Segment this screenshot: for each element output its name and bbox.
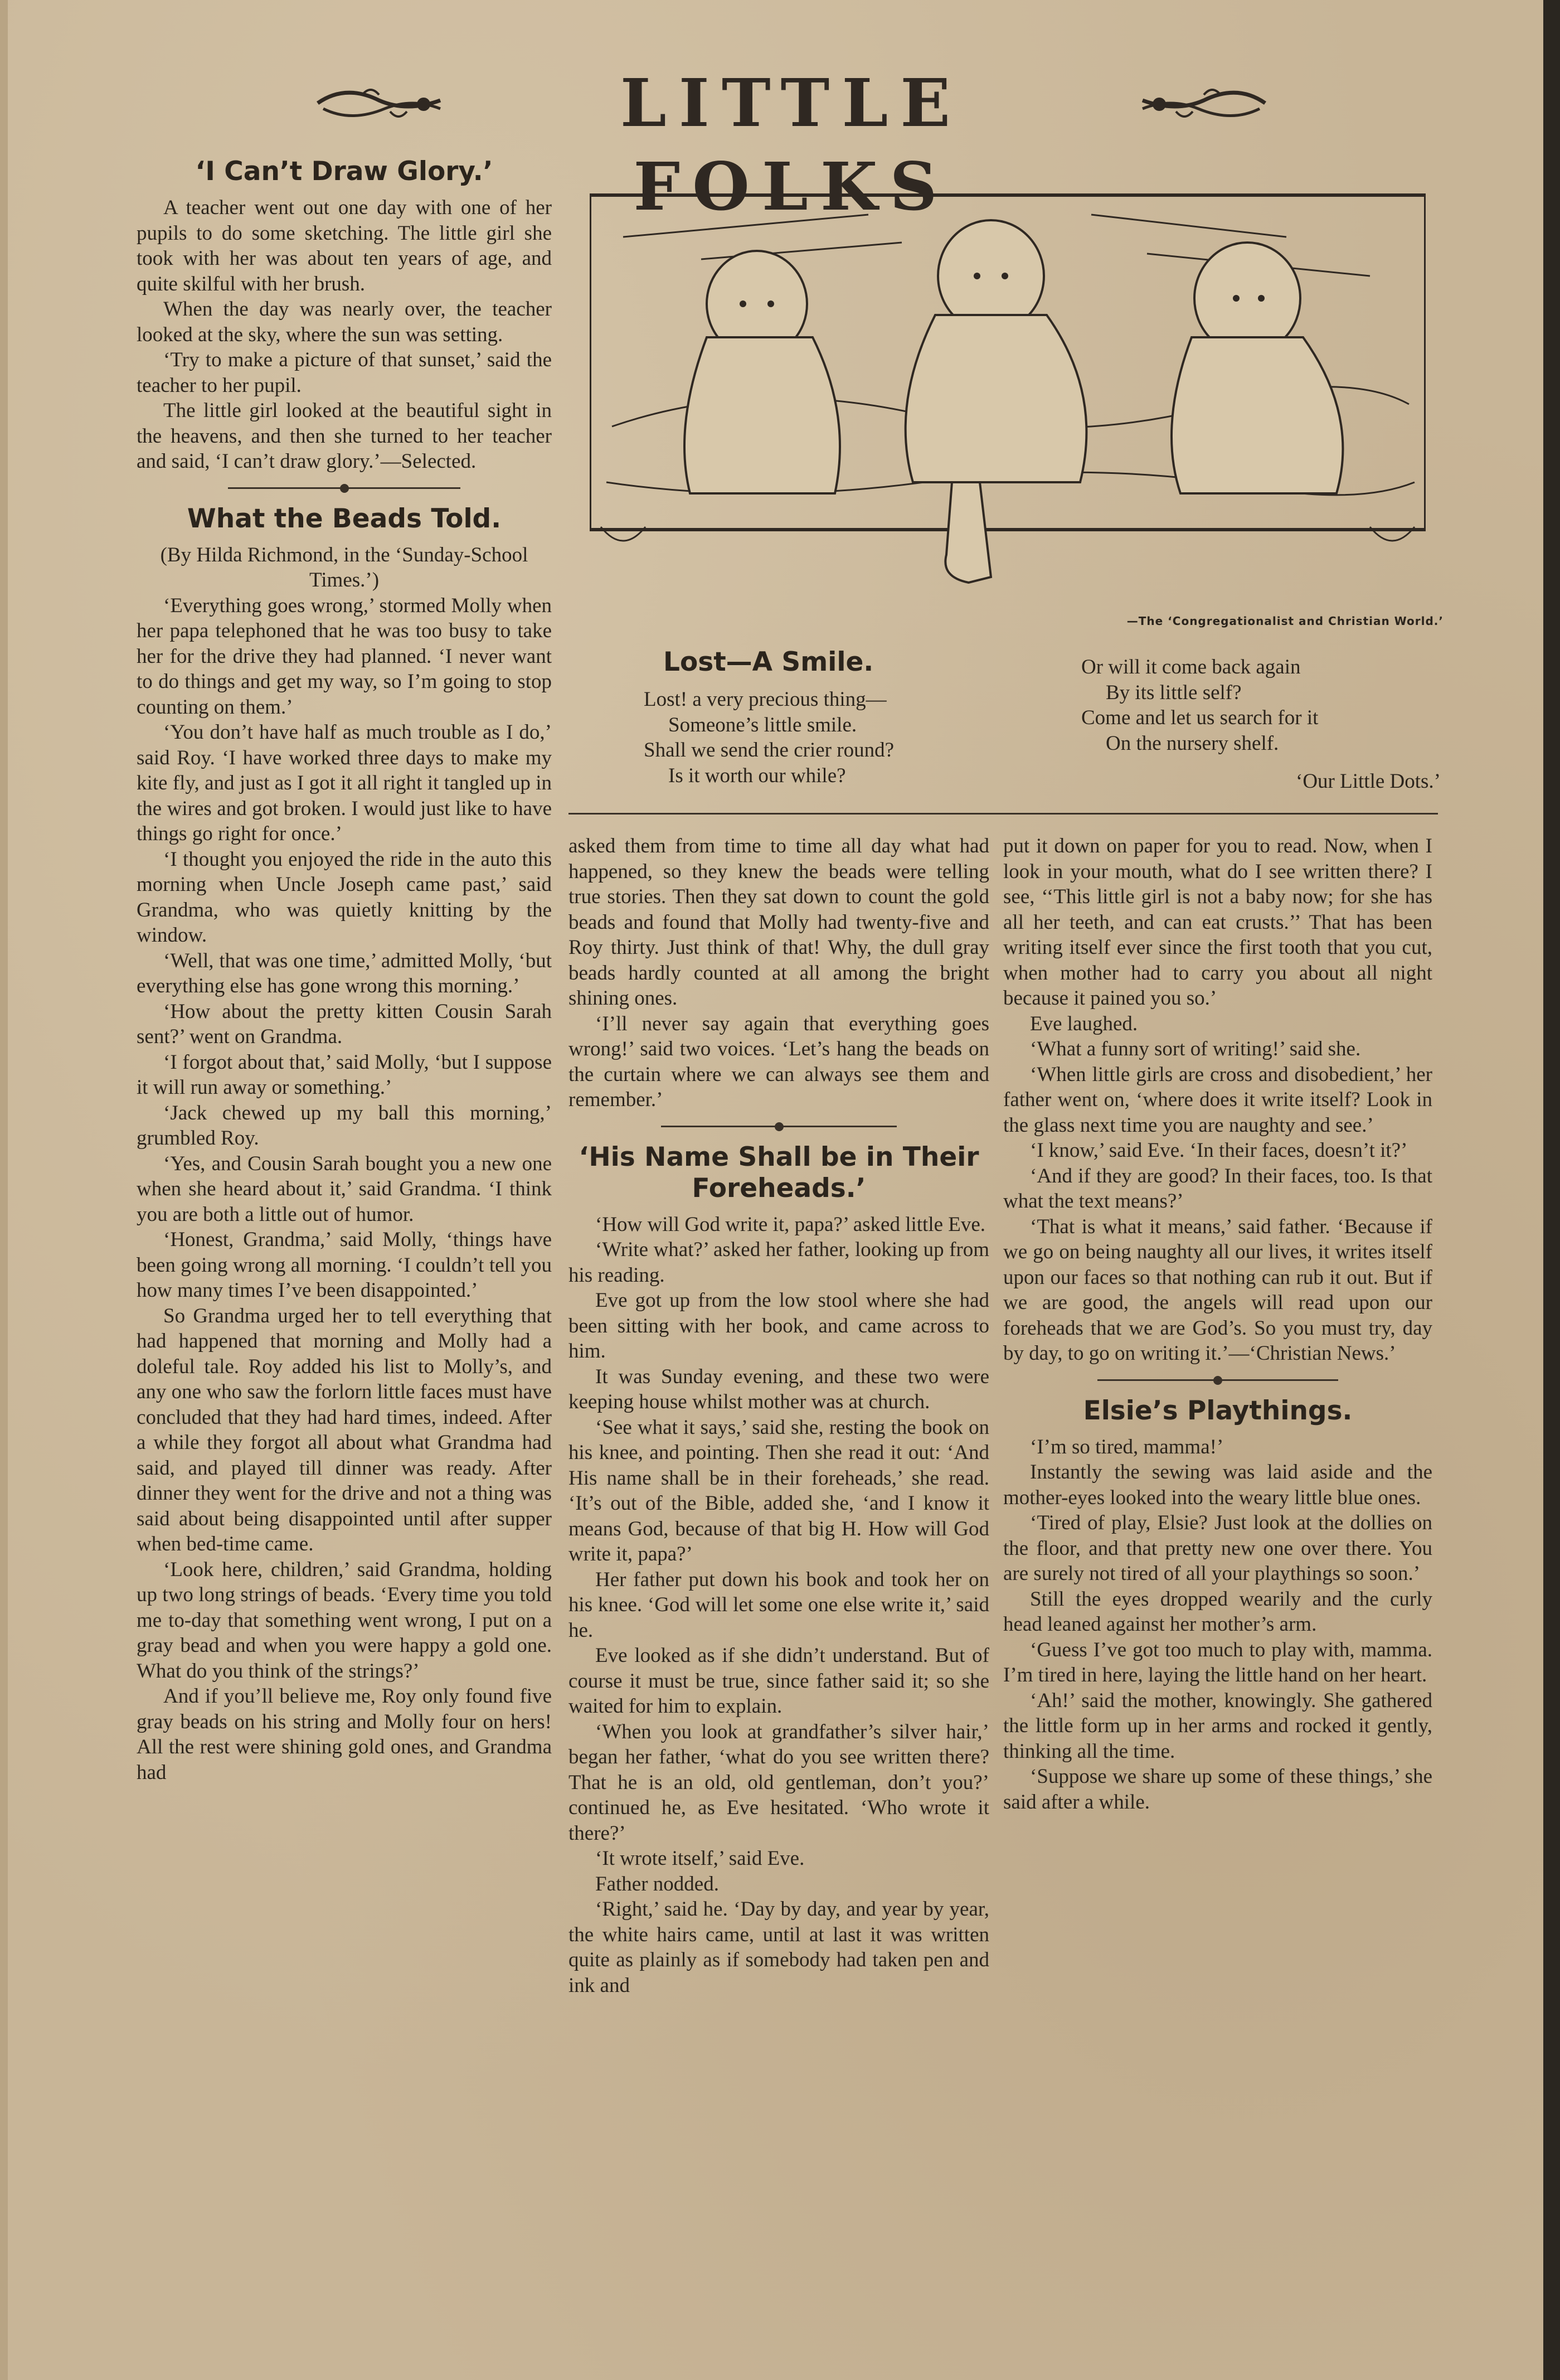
paragraph: ‘Try to make a picture of that sunset,’ said the teacher to her pupil. — [137, 348, 552, 397]
section-divider — [568, 1116, 989, 1136]
poem-stanza-2 — [1081, 655, 1427, 756]
paragraph: When the day was nearly over, the teacher looked at the sky, where the sun was setting. — [137, 298, 552, 346]
paragraph: ‘It wrote itself,’ said Eve. — [595, 1847, 805, 1870]
paragraph: ‘When you look at grandfather’s silver hair,’ began her father, ‘what do you see written there? That he is an old, old gentleman, don’t you?’ continued he, as Eve hesitated. ‘Who wrote it there?’ — [568, 1720, 989, 1845]
paragraph: ‘Yes, and Cousin Sarah bought you a new one when she heard about it,’ said Grandma. ‘I think you are both a little out of humor. — [137, 1152, 552, 1226]
paragraph: ‘How about the pretty kitten Cousin Sarah sent?’ went on Grandma. — [137, 1000, 552, 1048]
poem-stanza-1 — [644, 687, 1012, 788]
paragraph: ‘Look here, children,’ said Grandma, holding up two long strings of beads. ‘Every time you told me to-day that something went wrong, I put on a gray bead and when you were happy a gold one. What do you think of the strings?’ — [137, 1558, 552, 1683]
page-right-edge — [1543, 0, 1560, 2380]
paragraph: Still the eyes dropped wearily and the curly head leaned against her mother’s arm. — [1003, 1587, 1432, 1636]
paragraph: ‘Well, that was one time,’ admitted Molly, ‘but everything else has gone wrong this morning.’ — [137, 949, 552, 997]
paragraph: put it down on paper for you to read. Now, when I look in your mouth, what do I see written there? I see, ‘‘This little girl is not a baby now; for she has all her teeth, and can eat crusts.’’ That has been writing itself ever since the first tooth that you cut, when mother had to carry you about all night because it pained you so.’ — [1003, 835, 1432, 1010]
paragraph: Instantly the sewing was laid aside and the mother-eyes looked into the weary little blue ones. — [1003, 1461, 1432, 1509]
heading-cant-draw-glory: ‘I Can’t Draw Glory.’ — [195, 156, 493, 187]
poem-line: Someone’s little smile. — [668, 713, 857, 736]
poem-line: By its little self? — [1106, 681, 1242, 704]
poem-line: Come and let us search for it — [1081, 706, 1319, 729]
poem-lost-a-smile — [619, 647, 1444, 814]
paragraph: ‘I know,’ said Eve. ‘In their faces, doesn’t it?’ — [1030, 1139, 1408, 1162]
paragraph: ‘What a funny sort of writing!’ said she. — [1030, 1038, 1361, 1060]
heading-what-the-beads-told: What the Beads Told. — [187, 503, 502, 534]
paragraph: Father nodded. — [595, 1872, 719, 1896]
byline: (By Hilda Richmond, in the ‘Sunday-School Times.’) — [160, 543, 528, 592]
paragraph: ‘How will God write it, papa?’ asked little Eve. — [595, 1213, 986, 1236]
paragraph: ‘Right,’ said he. ‘Day by day, and year by year, the white hairs came, until at last it was written quite as plainly as if somebody had taken pen and ink and — [568, 1898, 989, 1997]
left-flourish-ornament — [312, 78, 446, 128]
paragraph: Her father put down his book and took her on his knee. ‘God will let some one else write it,’ said he. — [568, 1568, 989, 1642]
poem-line: Shall we send the crier round? — [644, 739, 894, 762]
paragraph: ‘See what it says,’ said she, resting the book on his knee, and pointing. Then she read it out: ‘And His name shall be in their foreheads,’ she read. ‘It’s out of the Bible, added she, ‘and I know it means God, because of that big H. How will God write it, papa?’ — [568, 1416, 989, 1565]
paragraph: Eve got up from the low stool where she had been sitting with her book, and came across to him. — [568, 1289, 989, 1363]
poem-line: Lost! a very precious thing— — [644, 688, 887, 711]
poem-title: Lost—A Smile. — [663, 647, 874, 677]
paragraph: ‘Write what?’ asked her father, looking up from his reading. — [568, 1238, 989, 1287]
poem-line: On the nursery shelf. — [1106, 731, 1279, 755]
paragraph: A teacher went out one day with one of her pupils to do some sketching. The little girl she took with her was about ten years of age, and quite skilful with her brush. — [137, 196, 552, 295]
poem-line: Or will it come back again — [1081, 656, 1301, 678]
paragraph: ‘I’m so tired, mamma!’ — [1030, 1435, 1224, 1458]
paragraph: ‘Ah!’ said the mother, knowingly. She gathered the little form up in her arms and rocked it gently, thinking all the time. — [1003, 1689, 1432, 1763]
illustration-credit: —The ‘Congregationalist and Christian World.’ — [1126, 614, 1444, 628]
paragraph: Eve looked as if she didn’t understand. But of course it must be true, since father said it; so she waited for him to explain. — [568, 1644, 989, 1718]
right-flourish-ornament — [1137, 78, 1271, 128]
column-right — [1003, 833, 1432, 1815]
paragraph: ‘I’ll never say again that everything goes wrong!’ said two voices. ‘Let’s hang the beads on the curtain where we can always see them and remember.’ — [568, 1012, 989, 1111]
paragraph: Eve laughed. — [1030, 1012, 1138, 1035]
column-middle — [568, 833, 989, 1998]
heading-elsies-playthings: Elsie’s Playthings. — [1083, 1395, 1353, 1426]
heading-his-name-shall-be-in-their-foreheads: ‘His Name Shall be in Their Foreheads.’ — [579, 1141, 979, 1204]
horizontal-rule — [568, 813, 1438, 815]
masthead-title: LITTLE FOLKS — [620, 64, 963, 225]
paragraph: ‘When little girls are cross and disobedient,’ her father went on, ‘where does it write itself? Look in the glass next time you are naughty and see.’ — [1003, 1063, 1432, 1137]
section-divider — [137, 478, 552, 498]
poem-line: Is it worth our while? — [668, 764, 846, 787]
paragraph: ‘And if they are good? In their faces, too. Is that what the text means?’ — [1003, 1164, 1432, 1213]
paragraph: ‘Honest, Grandma,’ said Molly, ‘things have been going wrong all morning. ‘I couldn’t tell you how many times I’ve been disappointed.’ — [137, 1228, 552, 1302]
paragraph: ‘That is what it means,’ said father. ‘Because if we go on being naughty all our lives, it writes itself upon our faces so that nothing can rub it out. But if we are good, the angels will read upon our foreheads that we are God’s. So you must try, day by day, to go on writing it.’—‘Christian News.’ — [1003, 1215, 1432, 1365]
section-divider — [1003, 1370, 1432, 1390]
paragraph: And if you’ll believe me, Roy only found five gray beads on his string and Molly four on hers! All the rest were shining gold ones, and Grandma had — [137, 1685, 552, 1784]
poem-source: ‘Our Little Dots.’ — [1296, 770, 1441, 793]
paragraph: asked them from time to time all day what had happened, so they knew the beads were telling true stories. Then they sat down to count the gold beads and found that Molly had twenty-five and Roy thirty. Just think of that! Why, the dull gray beads hardly counted at all among the bright shining ones. — [568, 835, 989, 1010]
paragraph: ‘Suppose we share up some of these things,’ she said after a while. — [1003, 1765, 1432, 1814]
paragraph: ‘Everything goes wrong,’ stormed Molly when her papa telephoned that he was too busy to take her for the drive they had planned. ‘I never want to do things and get my way, so I’m going to stop counting on them.’ — [137, 594, 552, 719]
children-illustration — [590, 192, 1426, 605]
paragraph: ‘Jack chewed up my ball this morning,’ grumbled Roy. — [137, 1101, 552, 1150]
paragraph: So Grandma urged her to tell everything that had happened that morning and Molly had a doleful tale. Roy added his list to Molly’s, and any one who saw the forlorn little faces must have concluded that they had hard times, indeed. After a while they forgot all about what Grandma had said, and played till dinner was ready. After dinner they went for the drive and not a thing was said about being disappointed until after supper when bed-time came. — [137, 1304, 552, 1555]
paragraph: ‘Tired of play, Elsie? Just look at the dollies on the floor, and that pretty new one over there. You are surely not tired of all your playthings so soon.’ — [1003, 1511, 1432, 1585]
page-left-edge — [0, 0, 8, 2380]
paragraph: It was Sunday evening, and these two were keeping house whilst mother was at church. — [568, 1365, 989, 1413]
paragraph: ‘Guess I’ve got too much to play with, mamma. I’m tired in here, laying the little hand on her heart. — [1003, 1638, 1432, 1686]
paragraph: The little girl looked at the beautiful sight in the heavens, and then she turned to her teacher and said, ‘I can’t draw glory.’—Selected. — [137, 399, 552, 473]
paragraph: ‘You don’t have half as much trouble as I do,’ said Roy. ‘I have worked three days to make my kite fly, and just as I got it all right it tangled up in the wires and got broken. I would just like to have things go right for once.’ — [137, 721, 552, 845]
paragraph: ‘I thought you enjoyed the ride in the auto this morning when Uncle Joseph came past,’ said Grandma, who was quietly knitting by the window. — [137, 847, 552, 947]
paragraph: ‘I forgot about that,’ said Molly, ‘but I suppose it will run away or something.’ — [137, 1050, 552, 1099]
column-left — [137, 156, 552, 1785]
